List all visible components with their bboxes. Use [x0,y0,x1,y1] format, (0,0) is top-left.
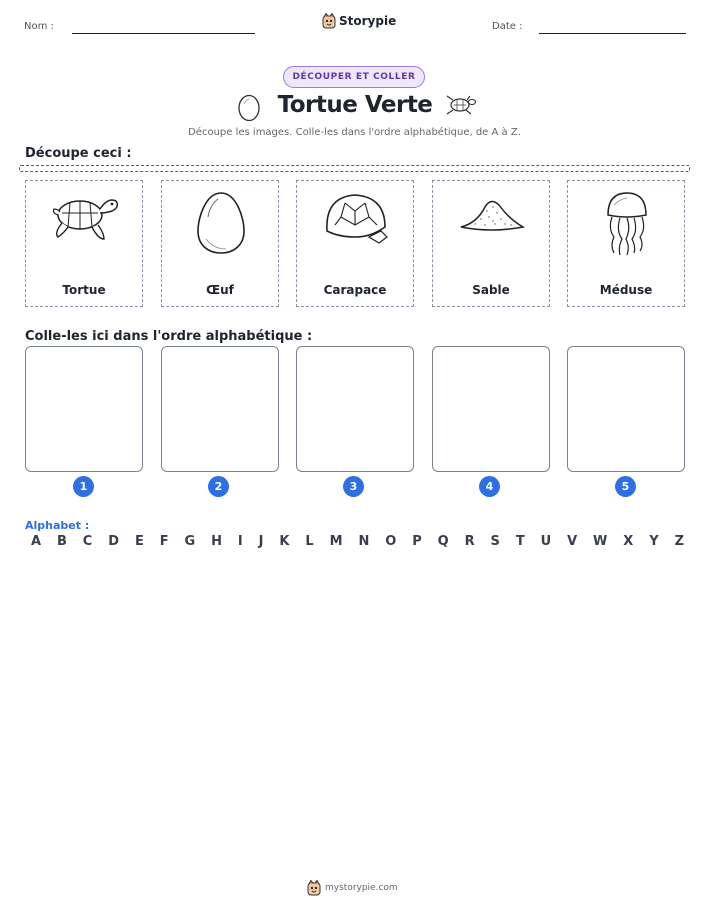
alphabet-letter: I [237,534,243,549]
alphabet-letter: K [279,534,290,549]
alphabet-letter: D [108,534,120,549]
cut-card-oeuf[interactable] [161,180,279,307]
alphabet-letter: S [490,534,500,549]
cut-card-sable[interactable] [432,180,550,307]
footer [307,880,398,896]
paste-slot-3[interactable] [296,346,414,472]
cut-line [19,165,690,172]
alphabet-letter: W [593,534,608,549]
slot-number-badge: 1 [73,476,94,497]
name-label: Nom : [24,21,54,32]
alphabet-title: Alphabet : [25,519,90,532]
paste-slot-5[interactable] [567,346,685,472]
sea-turtle-icon [445,93,477,117]
paste-slot-1[interactable] [25,346,143,472]
page-title: Tortue Verte [277,92,433,118]
brand-name: Storypie [339,14,397,28]
card-label: Tortue [62,283,106,297]
alphabet-letter: U [540,534,552,549]
storypie-logo-icon [322,13,336,29]
alphabet-letter: R [464,534,475,549]
turtle-icon [50,187,120,249]
cut-card-carapace[interactable] [296,180,414,307]
sand-icon [457,187,527,237]
activity-badge: DÉCOUPER ET COLLER [283,66,425,88]
paste-slot-2[interactable] [161,346,279,472]
alphabet-letter: A [31,534,42,549]
cut-card-tortue[interactable] [25,180,143,307]
slot-number-badge: 2 [208,476,229,497]
card-label: Méduse [599,283,653,297]
alphabet-letter: H [211,534,223,549]
alphabet-letter: Q [437,534,449,549]
alphabet-letter: G [184,534,196,549]
footer-url[interactable]: mystorypie.com [325,883,398,893]
shell-icon [321,187,391,249]
brand-logo [322,13,396,29]
alphabet-letter: X [623,534,634,549]
alphabet-row [31,534,684,549]
card-label: Carapace [323,283,387,297]
alphabet-letter: J [258,534,264,549]
slot-number-badge: 4 [479,476,500,497]
alphabet-letter: E [134,534,144,549]
instructions: Découpe les images. Colle-les dans l'ordre alphabétique, de A à Z. [188,127,521,138]
alphabet-letter: F [159,534,169,549]
date-label: Date : [492,21,523,32]
alphabet-letter: C [82,534,93,549]
egg-icon [186,187,256,257]
card-label: Œuf [206,283,234,297]
alphabet-letter: Z [674,534,684,549]
paste-slot-4[interactable] [432,346,550,472]
date-line[interactable] [539,33,686,34]
slot-number-badge: 5 [615,476,636,497]
alphabet-letter: Y [649,534,659,549]
alphabet-letter: M [329,534,343,549]
alphabet-letter: B [56,534,67,549]
cut-card-meduse[interactable] [567,180,685,307]
alphabet-letter: V [567,534,578,549]
alphabet-letter: T [515,534,525,549]
name-line[interactable] [72,33,255,34]
alphabet-letter: O [385,534,397,549]
paste-heading: Colle-les ici dans l'ordre alphabétique : [25,329,313,344]
cut-heading: Découpe ceci : [25,146,132,161]
alphabet-letter: N [358,534,370,549]
card-label: Sable [472,283,510,297]
alphabet-letter: L [305,534,314,549]
jellyfish-icon [592,187,662,257]
slot-number-badge: 3 [343,476,364,497]
storypie-logo-icon [307,880,321,896]
alphabet-letter: P [412,534,422,549]
